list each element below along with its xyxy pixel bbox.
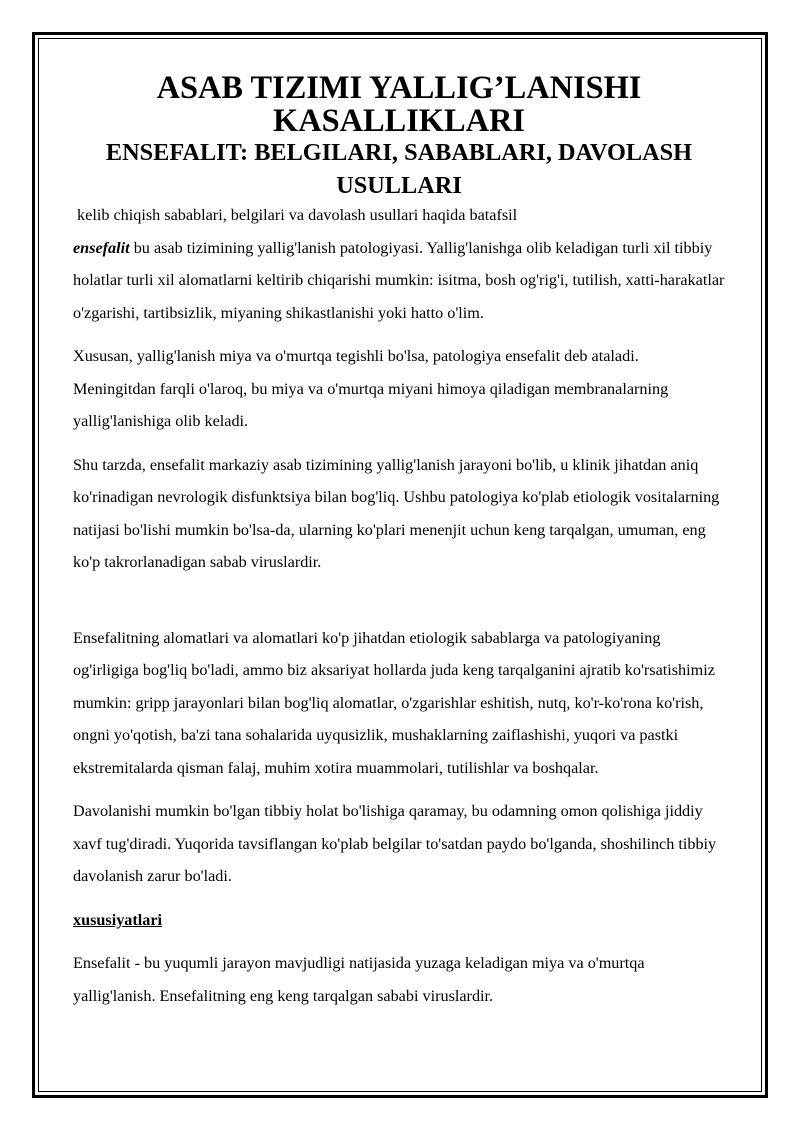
document-subtitle: ENSEFALIT: BELGILARI, SABABLARI, DAVOLASH USULLARI xyxy=(105,139,693,199)
section-heading: xususiyatlari xyxy=(73,910,163,929)
document-title: ASAB TIZIMI YALLIG’LANISHI KASALLIKLARI xyxy=(156,70,642,139)
paragraph-2: Xususan, yallig'lanish miya va o'murtqa tegishli bo'lsa, patologiya ensefalit deb ataladi. Meningitdan farqli o'laroq, bu miya va o'murtqa miyani himoya qiladigan membranalarning yallig'lanishiga olib keladi. xyxy=(73,347,669,430)
paragraph-1-text: bu asab tizimining yallig'lanish patologiyasi. Yallig'lanishga olib keladigan turli xil tibbiy holatlar turli xil alomatlarni keltirib chiqarishi mumkin: isitma, bosh og'rig'i, tutilish, xatti-harakatlar o'zgarishi, tartibsizlik, miyaning shikastlanishi yoki hatto o'lim. xyxy=(73,238,725,322)
paragraph-4: Ensefalitning alomatlari va alomatlari ko'p jihatdan etiologik sabablarga va patologiyaning og'irligiga bog'liq bo'ladi, ammo biz aksariyat hollarda juda keng tarqalganini ajratib ko'rsatishimiz mumkin: gripp jarayonlari bilan bog'liq alomatlar, o'zgarishlar eshitish, nutq, ko'r-ko'rona ko'rish, ongni yo'qotish, ba'zi tana sohalarida uyqusizlik, mushaklarning zaiflashishi, yuqori va pastki ekstremitalarda qisman falaj, muhim xotira muammolari, tutilishlar va boshqalar. xyxy=(73,628,715,777)
paragraph-3: Shu tarzda, ensefalit markaziy asab tizimining yallig'lanish jarayoni bo'lib, u klinik jihatdan aniq ko'rinadigan nevrologik disfunktsiya bilan bog'liq. Ushbu patologiya ko'plab etiologik vositalarning natijasi bo'lishi mumkin bo'lsa-da, ularning ko'plari menenjit uchun keng tarqalgan, umuman, eng ko'p takrorlanadigan sabab viruslardir. xyxy=(73,455,720,571)
paragraph-1 xyxy=(73,232,725,330)
paragraph-5: Davolanishi mumkin bo'lgan tibbiy holat bo'lishiga qaramay, bu odamning omon qolishiga jiddiy xavf tug'diradi. Yuqorida tavsiflangan ko'plab belgilar to'satdan paydo bo'lganda, shoshilinch tibbiy davolanish zarur bo'ladi. xyxy=(73,802,717,885)
document-body xyxy=(73,72,725,1012)
intro-line: kelib chiqish sabablari, belgilari va davolash usullari haqida batafsil xyxy=(73,206,518,224)
paragraph-6: Ensefalit - bu yuqumli jarayon mavjudligi natijasida yuzaga keladigan miya va o'murtqa yallig'lanish. Ensefalitning eng keng tarqalgan sababi viruslardir. xyxy=(73,954,645,1005)
term-ensefalit: ensefalit xyxy=(73,238,130,257)
